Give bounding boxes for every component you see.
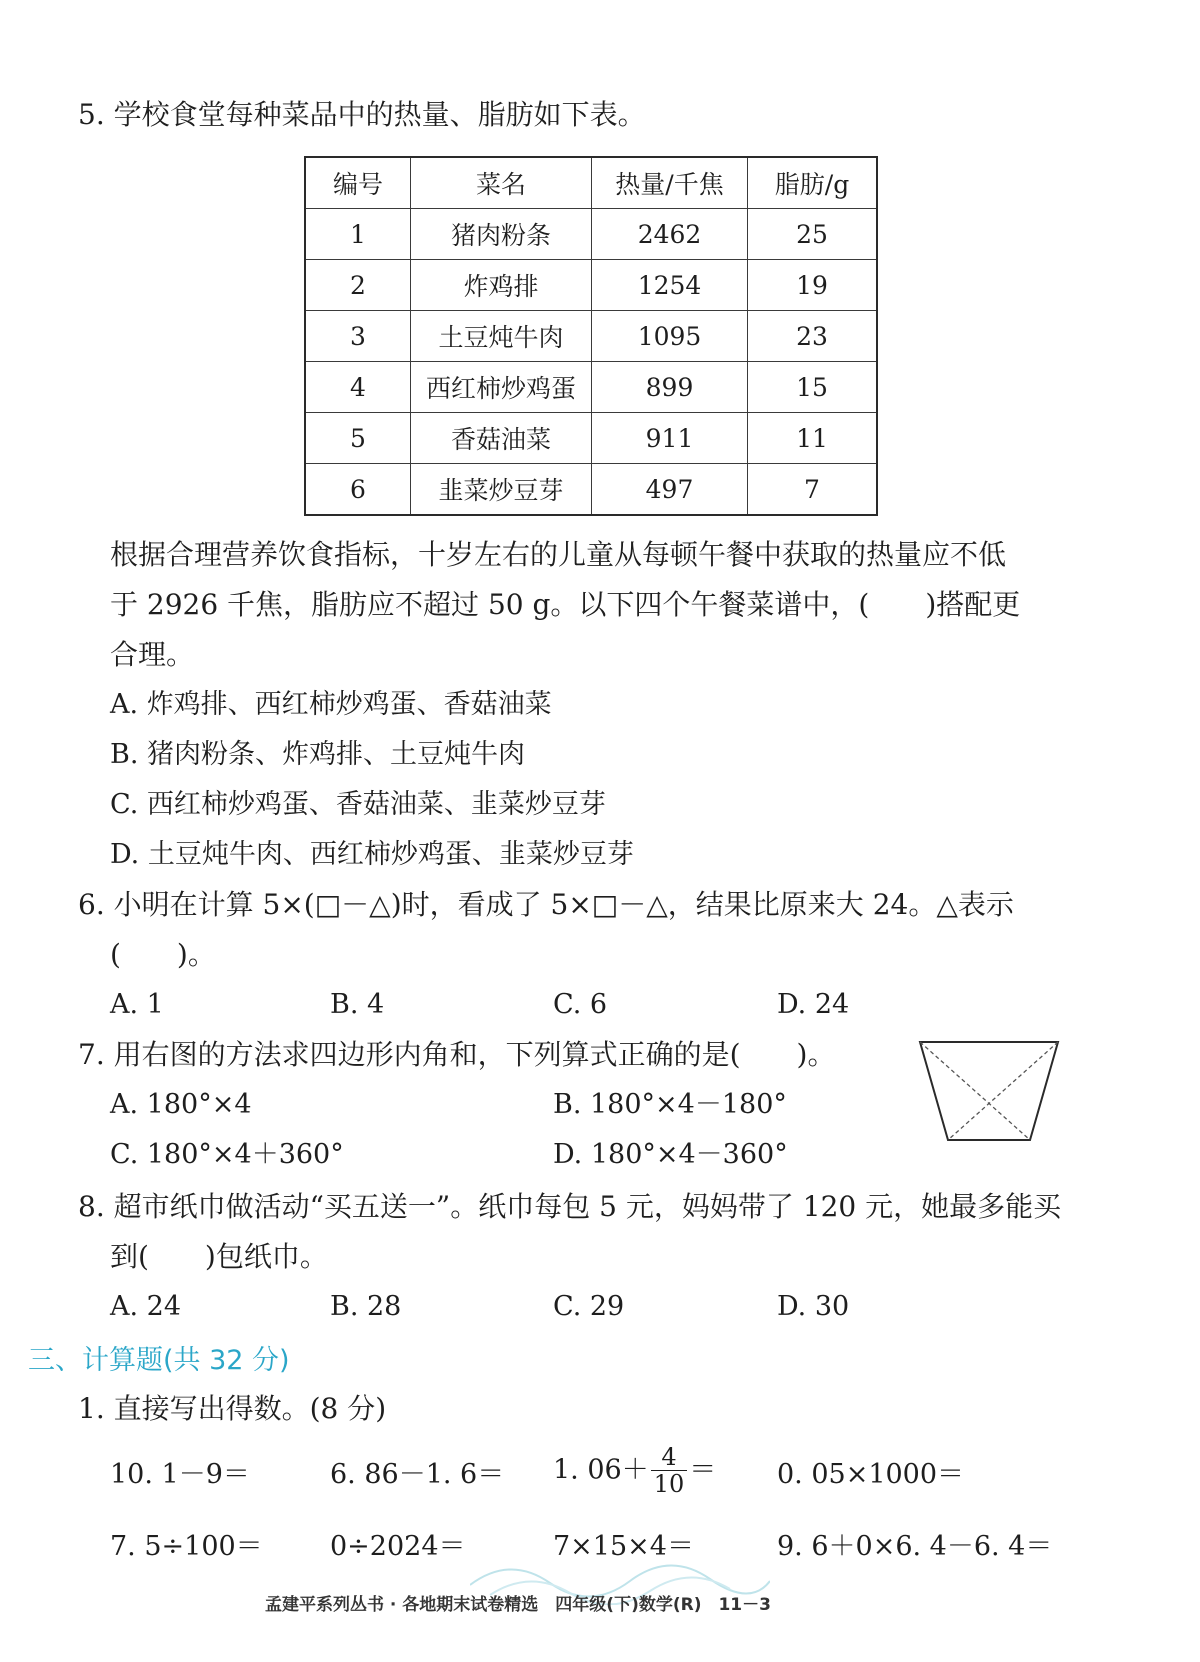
table-cell: 2462	[592, 209, 748, 260]
table-cell: 7	[748, 464, 878, 516]
calc-item: 0÷2024＝	[330, 1531, 466, 1562]
q5-option-b: B. 猪肉粉条、炸鸡排、土豆炖牛肉	[110, 739, 526, 770]
table-cell: 5	[305, 413, 411, 464]
q5-stem: 5. 学校食堂每种菜品中的热量、脂肪如下表。	[78, 98, 646, 131]
q7-stem: 7. 用右图的方法求四边形内角和，下列算式正确的是( )。	[78, 1038, 836, 1071]
table-row	[305, 260, 877, 311]
q6-option-d: D. 24	[777, 989, 850, 1020]
table-header-row	[305, 157, 877, 209]
table-cell: 炸鸡排	[411, 260, 592, 311]
calc-item: 0. 05×1000＝	[777, 1459, 965, 1490]
table-cell: 11	[748, 413, 878, 464]
q7-option-d: D. 180°×4－360°	[553, 1139, 788, 1170]
fraction-denominator: 10	[653, 1470, 685, 1498]
nutrition-table	[304, 156, 878, 516]
table-header: 脂肪/g	[748, 157, 878, 209]
table-row	[305, 464, 877, 516]
calc-item: 7×15×4＝	[553, 1531, 694, 1562]
table-cell: 899	[592, 362, 748, 413]
q8-option-b: B. 28	[330, 1291, 402, 1322]
table-row	[305, 413, 877, 464]
quadrilateral-diagram	[918, 1040, 1062, 1144]
table-cell: 19	[748, 260, 878, 311]
table-cell: 韭菜炒豆芽	[411, 464, 592, 516]
calc-q1-stem: 1. 直接写出得数。(8 分)	[78, 1392, 387, 1425]
q5-option-d: D. 土豆炖牛肉、西红柿炒鸡蛋、韭菜炒豆芽	[110, 839, 634, 870]
table-cell: 1	[305, 209, 411, 260]
table-cell: 23	[748, 311, 878, 362]
table-cell: 911	[592, 413, 748, 464]
calc-item-prefix: 1. 06＋	[553, 1454, 649, 1486]
q6-line2: ( )。	[110, 938, 216, 971]
table-cell: 西红柿炒鸡蛋	[411, 362, 592, 413]
table-cell: 1254	[592, 260, 748, 311]
table-row	[305, 209, 877, 260]
table-cell: 497	[592, 464, 748, 516]
q5-option-a: A. 炸鸡排、西红柿炒鸡蛋、香菇油菜	[110, 689, 552, 720]
q5-text-line1: 根据合理营养饮食指标，十岁左右的儿童从每顿午餐中获取的热量应不低	[110, 538, 1007, 571]
q8-option-c: C. 29	[553, 1291, 625, 1322]
calc-item: 6. 86－1. 6＝	[330, 1459, 505, 1490]
calc-item: 10. 1－9＝	[110, 1459, 250, 1490]
table-cell: 2	[305, 260, 411, 311]
table-row	[305, 311, 877, 362]
q5-option-c: C. 西红柿炒鸡蛋、香菇油菜、韭菜炒豆芽	[110, 789, 606, 820]
table-cell: 4	[305, 362, 411, 413]
fraction-numerator: 4	[651, 1444, 688, 1471]
section-title: 三、计算题(共 32 分)	[28, 1345, 290, 1376]
q7-option-c: C. 180°×4＋360°	[110, 1139, 344, 1170]
q6-line1: 6. 小明在计算 5×(□－△)时，看成了 5×□－△，结果比原来大 24。△表示	[78, 888, 1014, 921]
table-cell: 猪肉粉条	[411, 209, 592, 260]
q6-option-b: B. 4	[330, 989, 385, 1020]
table-cell: 6	[305, 464, 411, 516]
table-header: 菜名	[411, 157, 592, 209]
fraction	[651, 1444, 688, 1497]
table-cell: 25	[748, 209, 878, 260]
table-cell: 1095	[592, 311, 748, 362]
calc-item: 7. 5÷100＝	[110, 1531, 263, 1562]
q8-line1: 8. 超市纸巾做活动“买五送一”。纸巾每包 5 元，妈妈带了 120 元，她最多能买	[78, 1190, 1062, 1223]
q8-line2: 到( )包纸巾。	[110, 1240, 328, 1273]
q7-option-b: B. 180°×4－180°	[553, 1089, 787, 1120]
table-cell: 15	[748, 362, 878, 413]
q7-option-a: A. 180°×4	[110, 1089, 252, 1120]
table-cell: 香菇油菜	[411, 413, 592, 464]
calc-item-equals: ＝	[689, 1454, 717, 1486]
q5-text-line3: 合理。	[110, 638, 195, 671]
table-header: 热量/千焦	[592, 157, 748, 209]
q6-option-a: A. 1	[110, 989, 164, 1020]
q6-option-c: C. 6	[553, 989, 608, 1020]
table-row	[305, 362, 877, 413]
q5-text-line2: 于 2926 千焦，脂肪应不超过 50 g。以下四个午餐菜谱中，( )搭配更	[110, 588, 1021, 621]
q8-option-a: A. 24	[110, 1291, 182, 1322]
calc-item: 9. 6＋0×6. 4－6. 4＝	[777, 1531, 1053, 1562]
table-cell: 土豆炖牛肉	[411, 311, 592, 362]
calc-item-fraction	[553, 1444, 716, 1497]
q8-option-d: D. 30	[777, 1291, 850, 1322]
table-cell: 3	[305, 311, 411, 362]
table-header: 编号	[305, 157, 411, 209]
footer: 孟建平系列丛书 · 各地期末试卷精选 四年级(下)数学(R) 11－3	[265, 1595, 771, 1615]
